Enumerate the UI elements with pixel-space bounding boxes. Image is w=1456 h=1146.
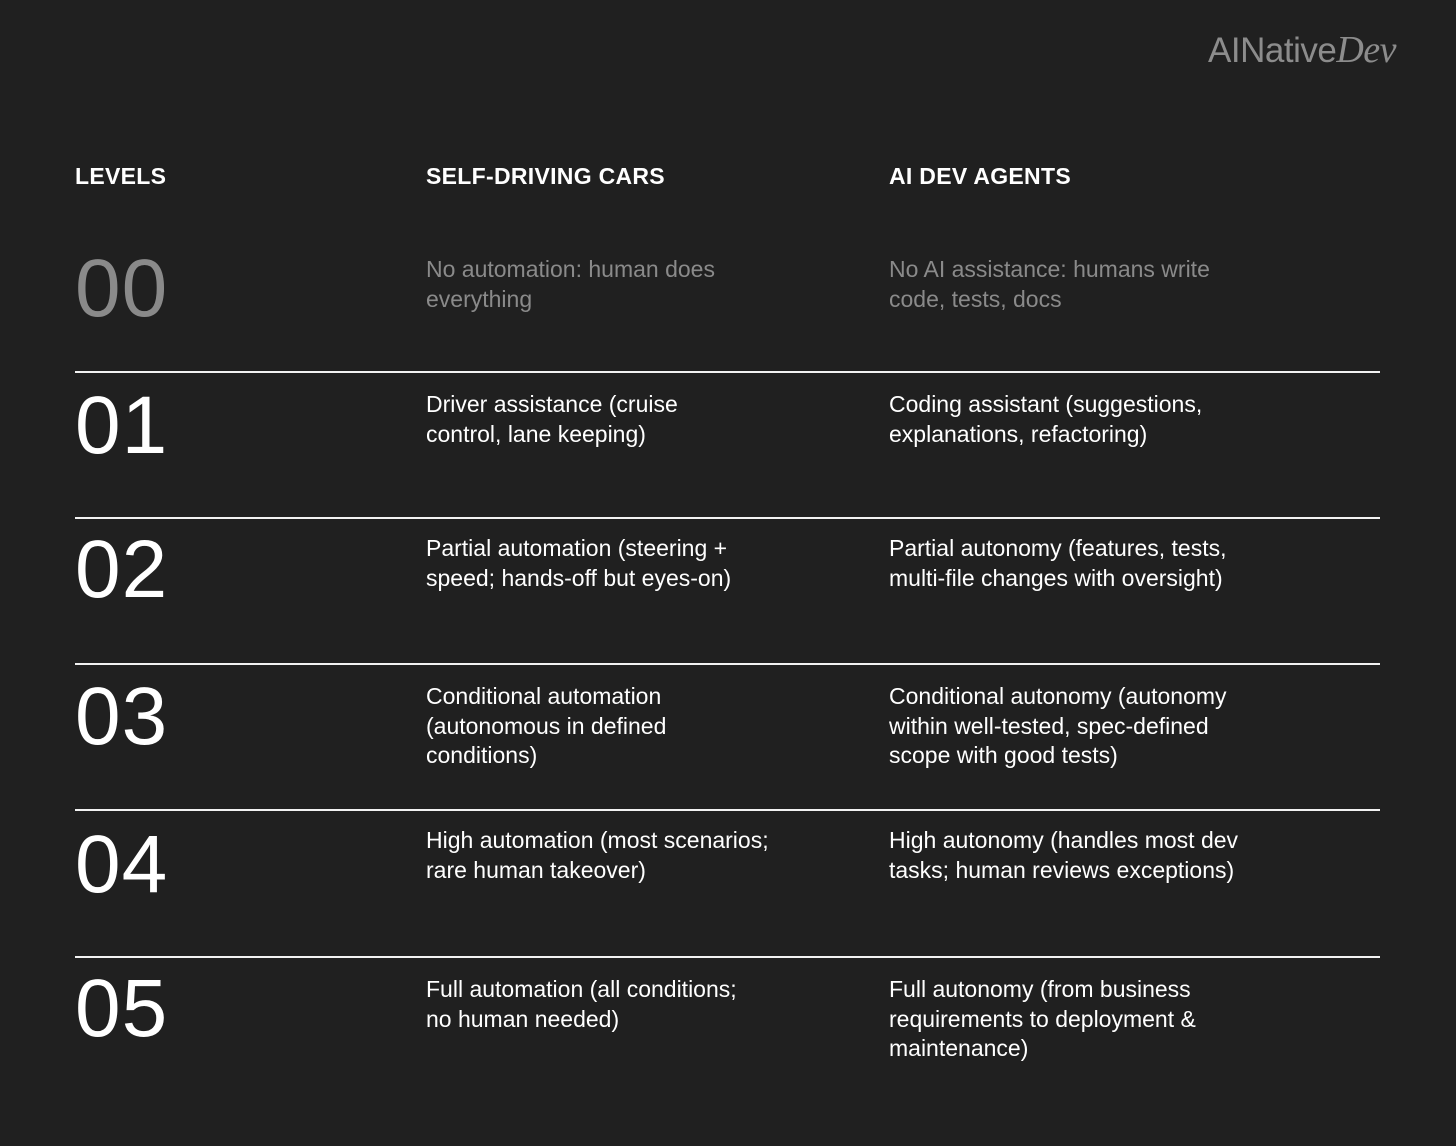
level-row-04 (0, 811, 1456, 957)
cars-description-line: High automation (most scenarios; (426, 827, 769, 853)
ai-description (889, 682, 1289, 771)
cars-description (426, 255, 826, 314)
cars-description-line: Driver assistance (cruise (426, 391, 678, 417)
ai-description (889, 826, 1289, 885)
ai-description (889, 975, 1289, 1064)
ai-description-line: Coding assistant (suggestions, (889, 391, 1203, 417)
level-number: 05 (75, 963, 169, 1054)
cars-description-line: control, lane keeping) (426, 420, 646, 447)
level-number: 00 (75, 243, 169, 334)
cars-description-line: no human needed) (426, 1005, 620, 1032)
level-number: 04 (75, 819, 169, 910)
cars-description-line: (autonomous in defined (426, 712, 667, 739)
ai-description (889, 534, 1289, 593)
header-levels: LEVELS (75, 163, 167, 189)
logo-text: AINative (1208, 31, 1337, 70)
level-row-02 (0, 519, 1456, 665)
level-row-01 (0, 373, 1456, 519)
ai-description-line: requirements to deployment & (889, 1005, 1196, 1032)
ai-description (889, 390, 1289, 449)
ai-description-line: Partial autonomy (features, tests, (889, 535, 1227, 561)
level-number: 01 (75, 380, 169, 471)
ai-description-line: maintenance) (889, 1035, 1029, 1061)
cars-description (426, 975, 826, 1034)
cars-description (426, 390, 826, 449)
ai-description (889, 255, 1289, 314)
level-number: 02 (75, 524, 169, 615)
ai-description-line: Conditional autonomy (autonomy (889, 683, 1227, 709)
ai-description-line: Full autonomy (from business (889, 976, 1191, 1002)
cars-description-line: rare human takeover) (426, 856, 646, 883)
cars-description-line: everything (426, 285, 533, 312)
ai-description-line: code, tests, docs (889, 285, 1062, 312)
header-self-driving-cars: SELF-DRIVING CARS (426, 163, 665, 189)
cars-description-line: conditions) (426, 742, 538, 768)
cars-description-line: No automation: human does (426, 256, 715, 282)
ai-description-line: scope with good tests) (889, 742, 1118, 768)
ai-description-line: High autonomy (handles most dev (889, 827, 1239, 853)
logo-accent-text: Dev (1336, 29, 1396, 71)
ai-description-line: tasks; human reviews exceptions) (889, 856, 1235, 883)
header-ai-dev-agents: AI DEV AGENTS (889, 163, 1071, 189)
ai-description-line: multi-file changes with oversight) (889, 564, 1223, 591)
cars-description (426, 682, 826, 771)
level-number: 03 (75, 671, 169, 762)
cars-description (426, 534, 826, 593)
brand-logo (1208, 28, 1396, 72)
cars-description-line: Partial automation (steering + (426, 535, 728, 561)
ai-description-line: within well-tested, spec-defined (889, 712, 1209, 739)
level-row-00 (0, 225, 1456, 371)
ai-description-line: explanations, refactoring) (889, 420, 1148, 447)
level-row-05 (0, 958, 1456, 1104)
cars-description (426, 826, 826, 885)
cars-description-line: speed; hands-off but eyes-on) (426, 564, 732, 591)
cars-description-line: Conditional automation (426, 683, 662, 709)
cars-description-line: Full automation (all conditions; (426, 976, 737, 1002)
ai-description-line: No AI assistance: humans write (889, 256, 1210, 282)
level-row-03 (0, 665, 1456, 811)
